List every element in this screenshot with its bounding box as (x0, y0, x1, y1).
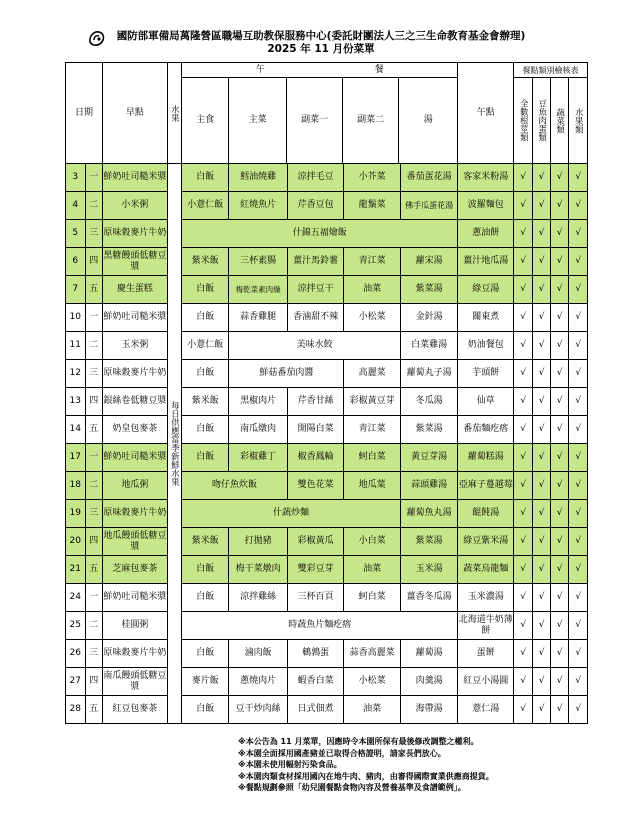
check-mark-cell: √ (513, 612, 533, 640)
breakfast-cell: 鮮奶吐司糙米漿 (102, 304, 167, 332)
header-check-protein: 豆魚肉蛋類 (533, 78, 550, 164)
breakfast-cell: 地瓜粥 (102, 472, 167, 500)
menu-row (66, 248, 588, 276)
snack-cell: 北海道牛奶薄餅 (458, 612, 513, 640)
main-cell: 梅乾菜素肉燥 (229, 276, 288, 304)
check-mark-cell: √ (533, 164, 550, 192)
header-side1: 副菜一 (287, 78, 343, 163)
check-mark-cell: √ (550, 220, 568, 248)
check-mark-cell: √ (569, 668, 588, 696)
side2-cell: 青江菜 (344, 416, 401, 444)
staple-cell: 白飯 (182, 164, 229, 192)
check-mark-cell: √ (513, 220, 533, 248)
header-snack: 午點 (458, 63, 513, 164)
day-cell: 13 (66, 388, 86, 416)
side2-cell: 油菜 (344, 276, 401, 304)
note-line: ※本園全面採用國產豬並已取得合格證明，請家長們放心。 (238, 748, 446, 758)
check-mark-cell: √ (569, 388, 588, 416)
check-mark-cell: √ (513, 304, 533, 332)
side2-cell: 彩椒黃豆芽 (344, 388, 401, 416)
weekday-cell: 二 (85, 332, 102, 360)
weekday-cell: 二 (85, 192, 102, 220)
snack-cell: 蘿蔔糕湯 (458, 444, 513, 472)
day-cell: 17 (66, 444, 86, 472)
main-cell: 梅干菜燉肉 (229, 556, 288, 584)
day-cell: 6 (66, 248, 86, 276)
staple-cell: 白飯 (182, 304, 229, 332)
notes (238, 736, 598, 794)
check-mark-cell: √ (533, 304, 550, 332)
check-mark-cell: √ (550, 276, 568, 304)
weekday-cell: 一 (85, 304, 102, 332)
snack-cell: 玉米濃湯 (458, 584, 513, 612)
note-line: ※本公告為 11 月菜單，因應時令本園所保有最後修改調整之權利。 (238, 737, 479, 746)
check-mark-cell: √ (513, 248, 533, 276)
side1-cell: 香滷甜不辣 (287, 304, 344, 332)
header-staple: 主食 (182, 78, 229, 163)
check-mark-cell: √ (513, 444, 533, 472)
soup-cell: 紫菜湯 (400, 276, 458, 304)
snack-cell: 芋頭餅 (458, 360, 513, 388)
check-mark-cell: √ (550, 668, 568, 696)
soup-cell: 冬瓜湯 (400, 388, 458, 416)
check-mark-cell: √ (569, 444, 588, 472)
side1-cell: 涼拌豆干 (287, 276, 344, 304)
staple-cell: 小薏仁飯 (182, 192, 229, 220)
check-mark-cell: √ (550, 500, 568, 528)
snack-cell: 蔬菜烏龍麵 (458, 556, 513, 584)
check-mark-cell: √ (533, 640, 550, 668)
snack-cell: 紅豆小湯圓 (458, 668, 513, 696)
day-cell: 10 (66, 304, 86, 332)
staple-cell: 白飯 (182, 696, 229, 724)
snack-cell: 餛飩湯 (458, 500, 513, 528)
soup-cell: 佛手瓜蛋花湯 (400, 192, 458, 220)
staple-cell: 麥片飯 (182, 668, 229, 696)
check-mark-cell: √ (550, 640, 568, 668)
menu-row (66, 640, 588, 668)
check-mark-cell: √ (569, 276, 588, 304)
side1-cell: 開陽白菜 (287, 416, 344, 444)
combined-meal-cell: 吻仔魚炊飯 (182, 472, 288, 500)
main-cell: 涼拌雞絲 (229, 584, 288, 612)
weekday-cell: 二 (85, 612, 102, 640)
staple-cell: 紫米飯 (182, 528, 229, 556)
side1-cell: 芹香豆包 (287, 192, 344, 220)
snack-cell: 關東煮 (458, 304, 513, 332)
snack-cell: 蔥油餅 (458, 220, 513, 248)
menu-table (65, 62, 588, 724)
weekday-cell: 五 (85, 416, 102, 444)
breakfast-cell: 慶生蛋糕 (102, 276, 167, 304)
breakfast-cell: 芝麻包麥茶 (102, 556, 167, 584)
menu-row (66, 416, 588, 444)
weekday-cell: 一 (85, 164, 102, 192)
snack-cell: 薏仁湯 (458, 696, 513, 724)
side2-cell: 高麗菜 (344, 360, 401, 388)
header-lunch: 午 餐 (182, 63, 458, 78)
weekday-cell: 三 (85, 500, 102, 528)
title-line1: 國防部軍備局萬隆營區職場互助教保服務中心(委託財團法人三之三生命教育基金會辦理) (116, 30, 526, 42)
breakfast-cell: 銀絲卷低糖豆漿 (102, 388, 167, 416)
check-mark-cell: √ (550, 612, 568, 640)
menu-row (66, 388, 588, 416)
day-cell: 26 (66, 640, 86, 668)
combined-meal-cell: 什蔬炒麵 (182, 500, 401, 528)
main-cell: 打拋豬 (229, 528, 288, 556)
side1-cell: 芹香甘絲 (287, 388, 344, 416)
combined-meal-cell: 時蔬魚片麵疙瘩 (182, 612, 458, 640)
day-cell: 25 (66, 612, 86, 640)
main-cell: 南瓜燉肉 (229, 416, 288, 444)
side1-cell: 薑汁馬鈴薯 (287, 248, 344, 276)
main-cell: 三杯素腸 (229, 248, 288, 276)
main-cell: 蔥燒肉片 (229, 668, 288, 696)
day-cell: 18 (66, 472, 86, 500)
check-mark-cell: √ (533, 276, 550, 304)
breakfast-cell: 奶皇包麥茶 (102, 416, 167, 444)
side2-cell: 油菜 (344, 556, 401, 584)
side1-cell: 日式佃煮 (287, 696, 344, 724)
side2-cell: 小芥菜 (344, 164, 401, 192)
staple-cell: 紫米飯 (182, 388, 229, 416)
staple-cell: 白飯 (182, 416, 229, 444)
side2-cell: 小白菜 (344, 528, 401, 556)
soup-cell: 白菜雞湯 (400, 332, 458, 360)
day-cell: 5 (66, 220, 86, 248)
check-mark-cell: √ (513, 416, 533, 444)
check-mark-cell: √ (533, 360, 550, 388)
header-check-group: 餐點類別檢核表 (513, 63, 587, 78)
check-mark-cell: √ (569, 164, 588, 192)
side2-cell: 地瓜葉 (344, 472, 401, 500)
check-mark-cell: √ (533, 528, 550, 556)
soup-cell: 肉羹湯 (400, 668, 458, 696)
header-soup: 湯 (423, 115, 433, 125)
check-mark-cell: √ (533, 472, 550, 500)
check-mark-cell: √ (513, 668, 533, 696)
breakfast-cell: 原味穀麥片牛奶 (102, 360, 167, 388)
check-mark-cell: √ (569, 528, 588, 556)
check-mark-cell: √ (550, 164, 568, 192)
soup-cell: 金針湯 (400, 304, 458, 332)
breakfast-cell: 桂圓粥 (102, 612, 167, 640)
menu-row (66, 220, 588, 248)
menu-row (66, 612, 588, 640)
breakfast-cell: 鮮奶吐司糙米漿 (102, 164, 167, 192)
check-mark-cell: √ (533, 500, 550, 528)
breakfast-cell: 地瓜饅頭低糖豆漿 (102, 528, 167, 556)
day-cell: 7 (66, 276, 86, 304)
soup-cell: 蘿蔔湯 (400, 640, 458, 668)
breakfast-cell: 玉米粥 (102, 332, 167, 360)
menu-row (66, 164, 588, 192)
menu-row (66, 584, 588, 612)
side2-cell: 蒜香高麗菜 (344, 640, 401, 668)
weekday-cell: 四 (85, 528, 102, 556)
check-mark-cell: √ (533, 696, 550, 724)
check-mark-cell: √ (550, 472, 568, 500)
menu-row (66, 332, 588, 360)
staple-cell: 白飯 (182, 276, 229, 304)
check-mark-cell: √ (533, 388, 550, 416)
breakfast-cell: 南瓜饅頭低糖豆漿 (102, 668, 167, 696)
menu-row (66, 444, 588, 472)
check-mark-cell: √ (513, 276, 533, 304)
check-mark-cell: √ (569, 612, 588, 640)
check-mark-cell: √ (513, 528, 533, 556)
breakfast-cell: 小米粥 (102, 192, 167, 220)
check-mark-cell: √ (513, 584, 533, 612)
day-cell: 27 (66, 668, 86, 696)
combined-meal-cell: 什錦五福燴飯 (182, 220, 458, 248)
check-mark-cell: √ (550, 304, 568, 332)
main-cell: 豆干炒肉絲 (229, 696, 288, 724)
breakfast-cell: 原味穀麥片牛奶 (102, 640, 167, 668)
check-mark-cell: √ (569, 360, 588, 388)
side2-cell: 小松菜 (344, 668, 401, 696)
menu-row (66, 500, 588, 528)
soup-cell: 薑香冬瓜湯 (400, 584, 458, 612)
check-mark-cell: √ (533, 668, 550, 696)
check-mark-cell: √ (550, 332, 568, 360)
combined-meal-cell: 鮮菇番茄肉醬 (229, 360, 344, 388)
note-line: ※餐點規劃參照「幼兒園餐點食物內容及營養基準及食譜範例」。 (238, 783, 466, 792)
staple-cell: 白飯 (182, 360, 229, 388)
menu-row (66, 304, 588, 332)
side1-cell: 雙色花菜 (287, 472, 344, 500)
fruit-note-cell (167, 164, 181, 724)
check-mark-cell: √ (513, 500, 533, 528)
snack-cell: 波羅麵包 (458, 192, 513, 220)
header-check-veg: 蔬菜類 (550, 78, 568, 164)
side2-cell: 油菜 (344, 696, 401, 724)
soup-cell: 蘿宋湯 (400, 248, 458, 276)
check-mark-cell: √ (533, 220, 550, 248)
check-mark-cell: √ (533, 332, 550, 360)
staple-cell: 紫米飯 (182, 248, 229, 276)
day-cell: 20 (66, 528, 86, 556)
breakfast-cell: 原味穀麥片牛奶 (102, 220, 167, 248)
staple-cell: 白飯 (182, 444, 229, 472)
weekday-cell: 一 (85, 584, 102, 612)
weekday-cell: 三 (85, 220, 102, 248)
staple-cell: 白飯 (182, 556, 229, 584)
check-mark-cell: √ (569, 500, 588, 528)
snack-cell: 奶油餐包 (458, 332, 513, 360)
check-mark-cell: √ (550, 360, 568, 388)
check-mark-cell: √ (533, 556, 550, 584)
main-cell: 彩椒雞丁 (229, 444, 288, 472)
weekday-cell: 五 (85, 276, 102, 304)
check-mark-cell: √ (533, 444, 550, 472)
check-mark-cell: √ (513, 360, 533, 388)
day-cell: 4 (66, 192, 86, 220)
day-cell: 11 (66, 332, 86, 360)
soup-cell: 紫菜湯 (400, 416, 458, 444)
soup-cell: 蘿蔔丸子湯 (400, 360, 458, 388)
header-date: 日期 (66, 63, 103, 164)
snack-cell: 亞麻子蔓越莓 (458, 472, 513, 500)
soup-cell: 海帶湯 (400, 696, 458, 724)
menu-row (66, 360, 588, 388)
check-mark-cell: √ (569, 472, 588, 500)
header-breakfast: 早點 (102, 63, 167, 164)
breakfast-cell: 紅豆包麥茶 (102, 696, 167, 724)
day-cell: 21 (66, 556, 86, 584)
weekday-cell: 五 (85, 556, 102, 584)
check-mark-cell: √ (569, 220, 588, 248)
day-cell: 28 (66, 696, 86, 724)
menu-row (66, 556, 588, 584)
check-mark-cell: √ (550, 556, 568, 584)
side2-cell: 龍鬚菜 (344, 192, 401, 220)
menu-row (66, 276, 588, 304)
menu-row (66, 192, 588, 220)
breakfast-cell: 原味穀麥片牛奶 (102, 500, 167, 528)
header-side2: 副菜二 (343, 78, 399, 163)
weekday-cell: 四 (85, 248, 102, 276)
check-mark-cell: √ (550, 528, 568, 556)
weekday-cell: 三 (85, 640, 102, 668)
check-mark-cell: √ (513, 556, 533, 584)
breakfast-cell: 鮮奶吐司糙米漿 (102, 444, 167, 472)
check-mark-cell: √ (550, 388, 568, 416)
staple-cell: 小薏仁飯 (182, 332, 229, 360)
weekday-cell: 四 (85, 668, 102, 696)
side2-cell: 蚵白菜 (344, 444, 401, 472)
main-cell: 紅燒魚片 (229, 192, 288, 220)
check-mark-cell: √ (533, 416, 550, 444)
check-mark-cell: √ (569, 304, 588, 332)
check-mark-cell: √ (533, 192, 550, 220)
header-main: 主菜 (229, 78, 287, 163)
side1-cell: 彩椒黃瓜 (287, 528, 344, 556)
check-mark-cell: √ (550, 248, 568, 276)
check-mark-cell: √ (569, 584, 588, 612)
main-cell: 蒜香雞腿 (229, 304, 288, 332)
check-mark-cell: √ (569, 248, 588, 276)
staple-cell: 白飯 (182, 584, 229, 612)
soup-cell: 玉米湯 (400, 556, 458, 584)
snack-cell: 綠豆紫米湯 (458, 528, 513, 556)
check-mark-cell: √ (550, 584, 568, 612)
soup-cell: 紫菜湯 (400, 528, 458, 556)
breakfast-cell: 黑糖饅頭低糖豆漿 (102, 248, 167, 276)
page-title (86, 30, 556, 56)
day-cell: 24 (66, 584, 86, 612)
check-mark-cell: √ (569, 332, 588, 360)
check-mark-cell: √ (513, 640, 533, 668)
check-mark-cell: √ (533, 584, 550, 612)
main-cell: 滷肉飯 (229, 640, 288, 668)
main-cell: 黑椒肉片 (229, 388, 288, 416)
check-mark-cell: √ (569, 556, 588, 584)
check-mark-cell: √ (550, 444, 568, 472)
side1-cell: 三杯百頁 (287, 584, 344, 612)
header-check-fruit: 水果類 (569, 78, 588, 164)
side1-cell: 蝦香白菜 (287, 668, 344, 696)
check-mark-cell: √ (513, 332, 533, 360)
note-line: ※本園肉類食材採用國內在地牛肉、豬肉，由審得國際實業供應商提貨。 (238, 771, 494, 781)
check-mark-cell: √ (569, 640, 588, 668)
title-line2: 2025 年 11 月份菜單 (267, 43, 375, 55)
check-mark-cell: √ (550, 696, 568, 724)
side1-cell: 雙彩豆芽 (287, 556, 344, 584)
check-mark-cell: √ (533, 248, 550, 276)
menu-row (66, 528, 588, 556)
breakfast-cell: 鮮奶吐司糙米漿 (102, 584, 167, 612)
side1-cell: 涼拌毛豆 (287, 164, 344, 192)
weekday-cell: 四 (85, 388, 102, 416)
side1-cell: 鵪鶉蛋 (287, 640, 344, 668)
snack-cell: 綠豆湯 (458, 276, 513, 304)
check-mark-cell: √ (513, 192, 533, 220)
menu-row (66, 668, 588, 696)
soup-cell: 番茄蛋花湯 (400, 164, 458, 192)
side2-cell: 青江菜 (344, 248, 401, 276)
check-mark-cell: √ (569, 416, 588, 444)
staple-cell: 白飯 (182, 640, 229, 668)
snack-cell: 仙草 (458, 388, 513, 416)
day-cell: 12 (66, 360, 86, 388)
weekday-cell: 二 (85, 472, 102, 500)
check-mark-cell: √ (550, 192, 568, 220)
header-check-grain: 全數根莖類 (513, 78, 533, 164)
main-cell: 鱈油燒雞 (229, 164, 288, 192)
fruit-note: 每日供應當季新鮮水果 (169, 401, 180, 486)
check-mark-cell: √ (550, 416, 568, 444)
check-mark-cell: √ (533, 612, 550, 640)
header-fruit: 水果 (167, 63, 181, 164)
side2-cell: 小松菜 (344, 304, 401, 332)
check-mark-cell: √ (513, 388, 533, 416)
side1-cell: 椒香鳳輪 (287, 444, 344, 472)
side2-cell: 蚵白菜 (344, 584, 401, 612)
combined-meal-cell: 美味水餃 (229, 332, 401, 360)
note-line: ※本園未使用輻射污染食品。 (238, 760, 342, 769)
soup-cell: 黃豆芽湯 (400, 444, 458, 472)
day-cell: 14 (66, 416, 86, 444)
snack-cell: 薑汁地瓜湯 (458, 248, 513, 276)
check-mark-cell: √ (513, 164, 533, 192)
check-mark-cell: √ (569, 192, 588, 220)
soup-cell: 蘿蔔魚丸湯 (400, 500, 458, 528)
check-mark-cell: √ (569, 696, 588, 724)
day-cell: 3 (66, 164, 86, 192)
snack-cell: 客家米粉湯 (458, 164, 513, 192)
lunch-subheader (182, 78, 457, 163)
weekday-cell: 一 (85, 444, 102, 472)
snack-cell: 番茄麵疙瘩 (458, 416, 513, 444)
weekday-cell: 三 (85, 360, 102, 388)
menu-row (66, 472, 588, 500)
weekday-cell: 五 (85, 696, 102, 724)
check-mark-cell: √ (513, 696, 533, 724)
menu-row (66, 696, 588, 724)
check-mark-cell: √ (513, 472, 533, 500)
soup-cell: 蒜頭雞湯 (400, 472, 458, 500)
day-cell: 19 (66, 500, 86, 528)
snack-cell: 蛋餅 (458, 640, 513, 668)
